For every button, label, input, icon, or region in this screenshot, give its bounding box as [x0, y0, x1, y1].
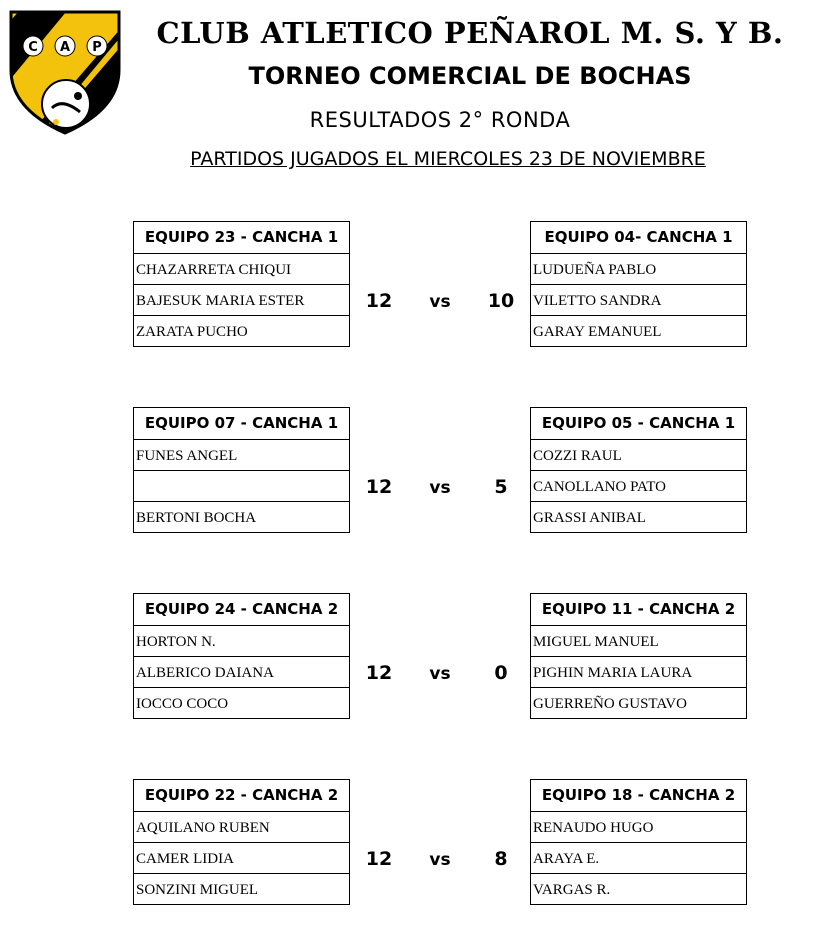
home-score: 12: [365, 848, 393, 870]
player-name: CANOLLANO PATO: [531, 471, 746, 502]
vs-label: vs: [429, 292, 451, 312]
team-card-away: [530, 221, 747, 347]
player-name: VILETTO SANDRA: [531, 285, 746, 316]
away-score: 5: [494, 476, 508, 498]
home-score: 12: [365, 662, 393, 684]
player-name: ALBERICO DAIANA: [134, 657, 349, 688]
player-name: GRASSI ANIBAL: [533, 510, 646, 526]
team-card-away: [530, 593, 747, 719]
player-name: ARAYA E.: [531, 843, 746, 874]
home-score: 12: [365, 476, 393, 498]
away-score: 8: [494, 848, 508, 870]
player-name: BERTONI BOCHA: [136, 510, 257, 526]
team-title: EQUIPO 05 - CANCHA 1: [531, 408, 746, 440]
player-name: RENAUDO HUGO: [531, 812, 746, 843]
round-heading: RESULTADOS 2° RONDA: [309, 108, 571, 132]
crest-letter-a: A: [59, 40, 71, 55]
team-card-home: [133, 407, 350, 533]
team-card-away: [530, 779, 747, 905]
player-name: VARGAS R.: [533, 882, 611, 898]
away-score: 10: [487, 290, 515, 312]
team-title: EQUIPO 22 - CANCHA 2: [134, 780, 349, 812]
player-name: GUERREÑO GUSTAVO: [533, 696, 687, 712]
club-crest-logo: [8, 8, 122, 136]
tournament-title: TORNEO COMERCIAL DE BOCHAS: [248, 62, 692, 90]
away-score: 0: [494, 662, 508, 684]
team-card-home: [133, 779, 350, 905]
vs-label: vs: [429, 850, 451, 870]
team-title: EQUIPO 18 - CANCHA 2: [531, 780, 746, 812]
match-date-heading: PARTIDOS JUGADOS EL MIERCOLES 23 DE NOVIEMBRE: [190, 148, 706, 170]
player-name: IOCCO COCO: [136, 696, 229, 712]
home-score: 12: [365, 290, 393, 312]
player-name: HORTON N.: [134, 626, 349, 657]
player-name: AQUILANO RUBEN: [134, 812, 349, 843]
team-card-home: [133, 593, 350, 719]
team-title: EQUIPO 23 - CANCHA 1: [134, 222, 349, 254]
crest-letter-c: C: [28, 40, 38, 55]
player-name: CHAZARRETA CHIQUI: [134, 254, 349, 285]
team-title: EQUIPO 07 - CANCHA 1: [134, 408, 349, 440]
crest-letter-p: P: [92, 40, 102, 55]
player-name: MIGUEL MANUEL: [531, 626, 746, 657]
player-name: LUDUEÑA PABLO: [531, 254, 746, 285]
player-name: FUNES ANGEL: [134, 440, 349, 471]
club-name-title: CLUB ATLETICO PEÑAROL M. S. Y B.: [156, 16, 784, 50]
player-name: SONZINI MIGUEL: [136, 882, 259, 898]
player-name: COZZI RAUL: [531, 440, 746, 471]
team-card-home: [133, 221, 350, 347]
vs-label: vs: [429, 664, 451, 684]
team-title: EQUIPO 24 - CANCHA 2: [134, 594, 349, 626]
player-name: CAMER LIDIA: [134, 843, 349, 874]
team-title: EQUIPO 04- CANCHA 1: [531, 222, 746, 254]
player-name: [134, 471, 349, 502]
team-title: EQUIPO 11 - CANCHA 2: [531, 594, 746, 626]
team-card-away: [530, 407, 747, 533]
player-name: GARAY EMANUEL: [533, 324, 662, 340]
player-name: BAJESUK MARIA ESTER: [134, 285, 349, 316]
vs-label: vs: [429, 478, 451, 498]
player-name: ZARATA PUCHO: [136, 324, 248, 340]
player-name: PIGHIN MARIA LAURA: [531, 657, 746, 688]
